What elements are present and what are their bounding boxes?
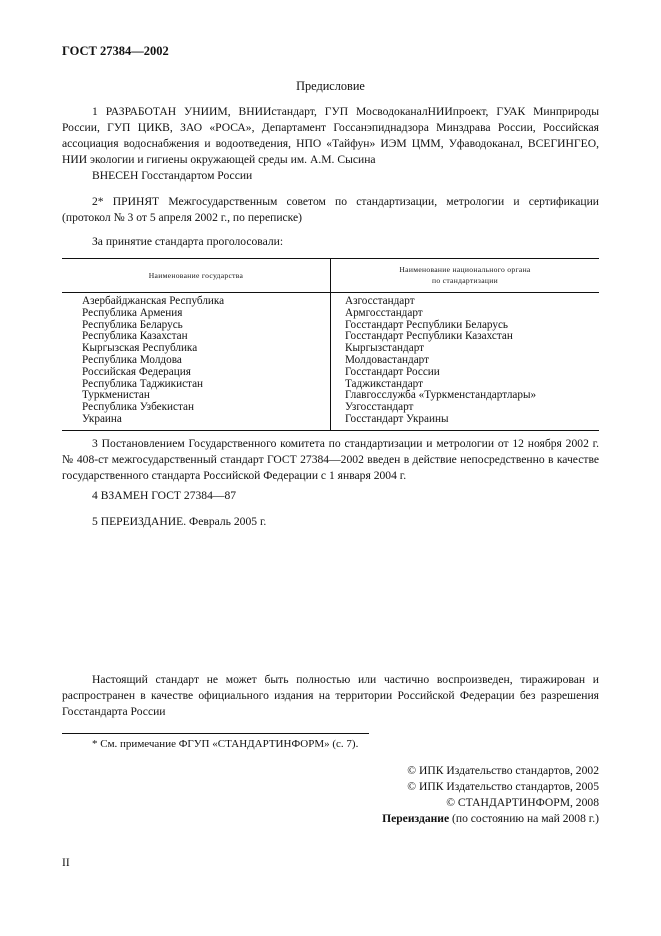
reissue-label: Переиздание — [382, 812, 450, 825]
state-name: Республика Таджикистан — [82, 377, 204, 390]
standards-body-name: Узгосстандарт — [345, 401, 414, 414]
standards-body-name: Госстандарт Республики Казахстан — [345, 330, 513, 343]
state-name: Туркменистан — [82, 389, 150, 402]
introduced-by: ВНЕСЕН Госстандартом России — [92, 169, 253, 182]
item-3-enactment: 3 Постановлением Государственного комитета по стандартизации и метрологии от 12 ноября 2002 г. № 408-ст межгосударственный стандарт ГОСТ 27384—2002 введен в действие непосредственно в качестве государственного стандарта Российской Федерации с 1 января 2004 г. — [62, 437, 599, 482]
copyright-line-1: © ИПК Издательство стандартов, 2002 — [407, 764, 599, 777]
state-name: Республика Узбекистан — [82, 401, 194, 414]
copyright-line-2: © ИПК Издательство стандартов, 2005 — [407, 780, 599, 793]
document-id: ГОСТ 27384—2002 — [62, 44, 169, 58]
footnote: * См. примечание ФГУП «СТАНДАРТИНФОРМ» (с. 7). — [92, 738, 359, 750]
standards-body-name: Армгосстандарт — [345, 306, 423, 319]
standards-body-name: Госстандарт Республики Беларусь — [345, 318, 509, 331]
table-header-body — [331, 259, 600, 293]
state-name: Республика Молдова — [82, 353, 182, 366]
standards-body-name: Таджикстандарт — [345, 377, 424, 390]
table-header-state: Наименование государства — [62, 259, 331, 293]
page-number: II — [62, 857, 70, 869]
voting-states-table — [62, 258, 599, 431]
item-2-adopted: 2* ПРИНЯТ Межгосударственным советом по стандартизации, метрологии и сертификации (протокол № 3 от 5 апреля 2002 г., по переписке) — [62, 195, 599, 224]
voted-caption: За принятие стандарта проголосовали: — [92, 235, 284, 248]
reissue-date: (по состоянию на май 2008 г.) — [449, 812, 599, 825]
standards-body-name: Главгосслужба «Туркменстандартлары» — [345, 389, 537, 402]
state-name: Республика Беларусь — [82, 318, 183, 331]
preface-title: Предисловие — [296, 79, 365, 93]
reissue-note — [382, 812, 599, 825]
state-name: Российская Федерация — [82, 365, 191, 378]
table-header-body-line2: по стандартизации — [432, 276, 498, 285]
standards-body-name: Кыргызстандарт — [345, 342, 425, 355]
state-list-cell — [62, 293, 331, 431]
body-list-cell — [331, 293, 600, 431]
state-name: Украина — [82, 412, 122, 425]
standards-body-name: Молдовастандарт — [345, 353, 430, 366]
standards-body-name: Азгосстандарт — [345, 295, 415, 307]
item-5-reissue: 5 ПЕРЕИЗДАНИЕ. Февраль 2005 г. — [92, 515, 267, 528]
standards-body-name: Госстандарт Украины — [345, 412, 449, 425]
copyright-line-3: © СТАНДАРТИНФОРМ, 2008 — [446, 796, 599, 809]
item-4-replaces: 4 ВЗАМЕН ГОСТ 27384—87 — [92, 489, 237, 502]
state-name: Республика Армения — [82, 306, 183, 319]
state-name: Республика Казахстан — [82, 330, 188, 343]
standards-body-name: Госстандарт России — [345, 365, 440, 378]
item-1-developed: 1 РАЗРАБОТАН УНИИМ, ВНИИстандарт, ГУП МосводоканалНИИпроект, ГУАК Минприроды России, ГУП ЦИКВ, ЗАО «РОСА», Департамент Госсанэпиднадзора Минздрава России, Российская ассоциация водоснабжения и водоотведения, НПО «Тайфун» ИЭМ ЦММ, Уфаводоканал, ВСЕГИНГЕО, НИИ экологии и гигиены окружающей среды им. А.М. Сысина — [62, 105, 599, 166]
footnote-divider — [62, 733, 369, 734]
state-name: Кыргызская Республика — [82, 342, 198, 355]
table-header-body-line1: Наименование национального органа — [399, 265, 531, 274]
reproduction-notice: Настоящий стандарт не может быть полностью или частично воспроизведен, тиражирован и распространен в качестве официального издания на территории Российской Федерации без разрешения Госстандарта России — [62, 673, 599, 718]
state-name: Азербайджанская Республика — [82, 295, 225, 307]
